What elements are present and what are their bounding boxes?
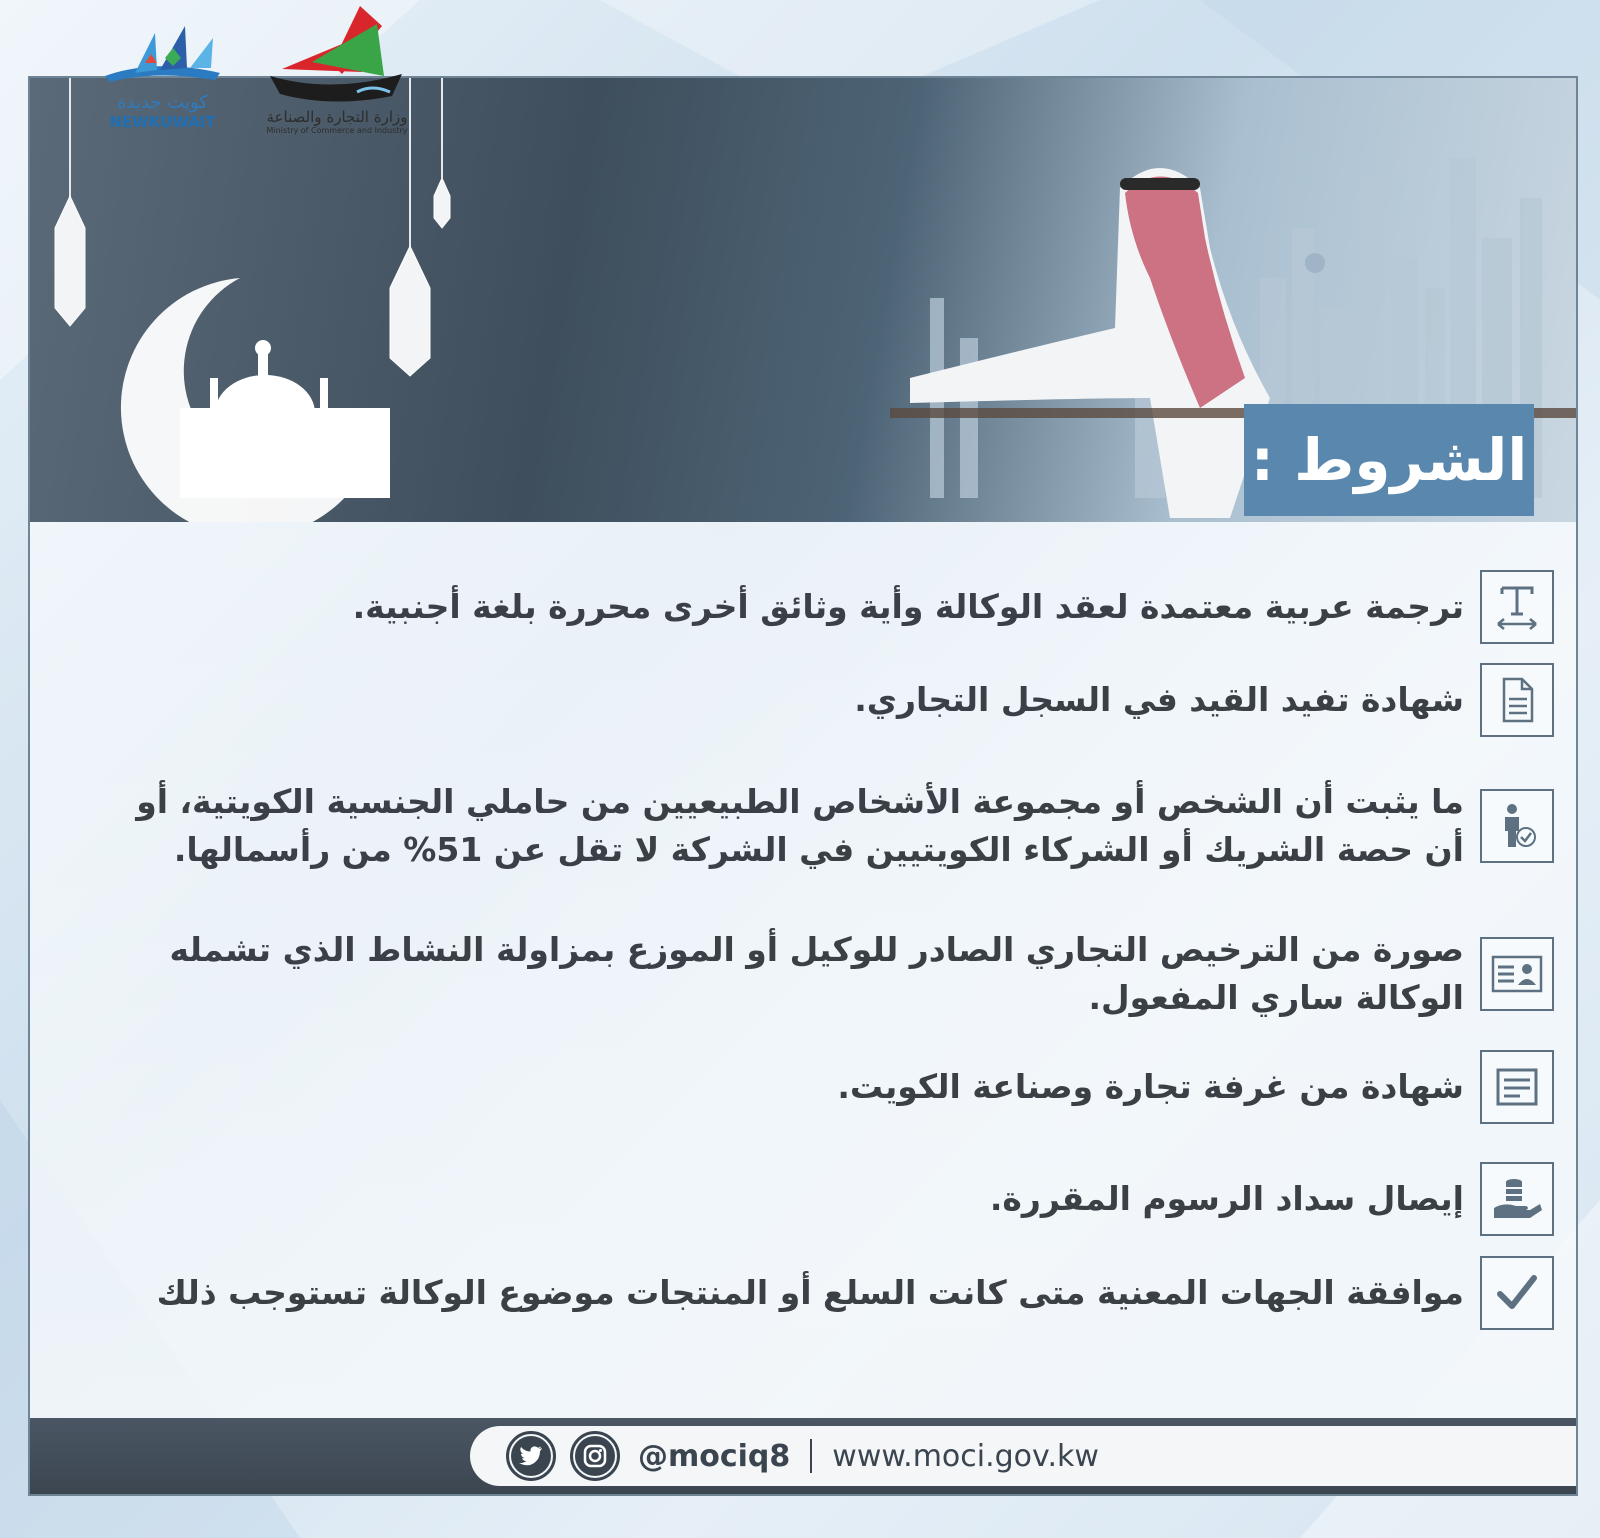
page-title: الشروط :	[1244, 404, 1534, 516]
condition-text: ترجمة عربية معتمدة لعقد الوكالة وأية وثائق أخرى محررة بلغة أجنبية.	[352, 587, 1464, 626]
id-card-icon	[1490, 949, 1544, 999]
checkmark-icon	[1492, 1268, 1542, 1318]
new-kuwait-logo	[95, 18, 230, 131]
footer-contact	[470, 1426, 1578, 1486]
condition-icon-box	[1480, 570, 1554, 644]
condition-icon-box	[1480, 937, 1554, 1011]
translate-text-icon	[1492, 582, 1542, 632]
ministry-arabic: وزارة التجارة والصناعة	[266, 108, 408, 126]
website-link[interactable]: www.moci.gov.kw	[832, 1438, 1099, 1474]
ministry-english: Ministry of Commerce and Industry	[266, 126, 408, 135]
new-kuwait-arabic: كويت جديدة	[117, 92, 208, 113]
condition-item	[304, 570, 1554, 644]
condition-item	[124, 926, 1554, 1022]
header-banner	[30, 78, 1576, 522]
condition-icon-box	[1480, 663, 1554, 737]
document-icon	[1492, 675, 1542, 725]
ministry-emblem-icon	[262, 4, 412, 108]
footer-bar	[30, 1418, 1576, 1494]
instagram-icon	[583, 1444, 607, 1468]
condition-icon-box	[1480, 1162, 1554, 1236]
condition-icon-box	[1480, 789, 1554, 863]
condition-item	[304, 1162, 1554, 1236]
condition-text: إيصال سداد الرسوم المقررة.	[989, 1179, 1464, 1218]
verified-person-icon	[1492, 801, 1542, 851]
condition-text: شهادة من غرفة تجارة وصناعة الكويت.	[837, 1067, 1464, 1106]
condition-text: صورة من الترخيص التجاري الصادر للوكيل أو الموزع بمزاولة النشاط الذي تشمله الوكالة ساري المفعول.	[169, 930, 1464, 1017]
condition-icon-box	[1480, 1256, 1554, 1330]
ministry-logo	[262, 4, 412, 135]
twitter-icon	[519, 1446, 543, 1466]
instagram-link[interactable]	[570, 1431, 620, 1481]
condition-icon-box	[1480, 1050, 1554, 1124]
condition-item	[304, 1050, 1554, 1124]
condition-item	[84, 1256, 1554, 1330]
condition-text: موافقة الجهات المعنية متى كانت السلع أو المنتجات موضوع الوكالة تستوجب ذلك	[156, 1273, 1464, 1312]
new-kuwait-english: NEWKUWAIT	[109, 113, 216, 131]
condition-item	[104, 778, 1554, 874]
twitter-link[interactable]	[506, 1431, 556, 1481]
condition-text: ما يثبت أن الشخص أو مجموعة الأشخاص الطبيعيين من حاملي الجنسية الكويتية، أو أن حصة الشريك أو الشركاء الكويتيين في الشركة لا تقل عن 51% من رأسمالها.	[136, 782, 1464, 869]
condition-text: شهادة تفيد القيد في السجل التجاري.	[854, 680, 1464, 719]
coins-hand-icon	[1490, 1174, 1544, 1224]
new-kuwait-emblem-icon	[95, 18, 230, 88]
footer-divider	[810, 1439, 812, 1473]
social-handle[interactable]: @mociq8	[638, 1438, 791, 1474]
condition-item	[304, 663, 1554, 737]
certificate-icon	[1492, 1062, 1542, 1112]
